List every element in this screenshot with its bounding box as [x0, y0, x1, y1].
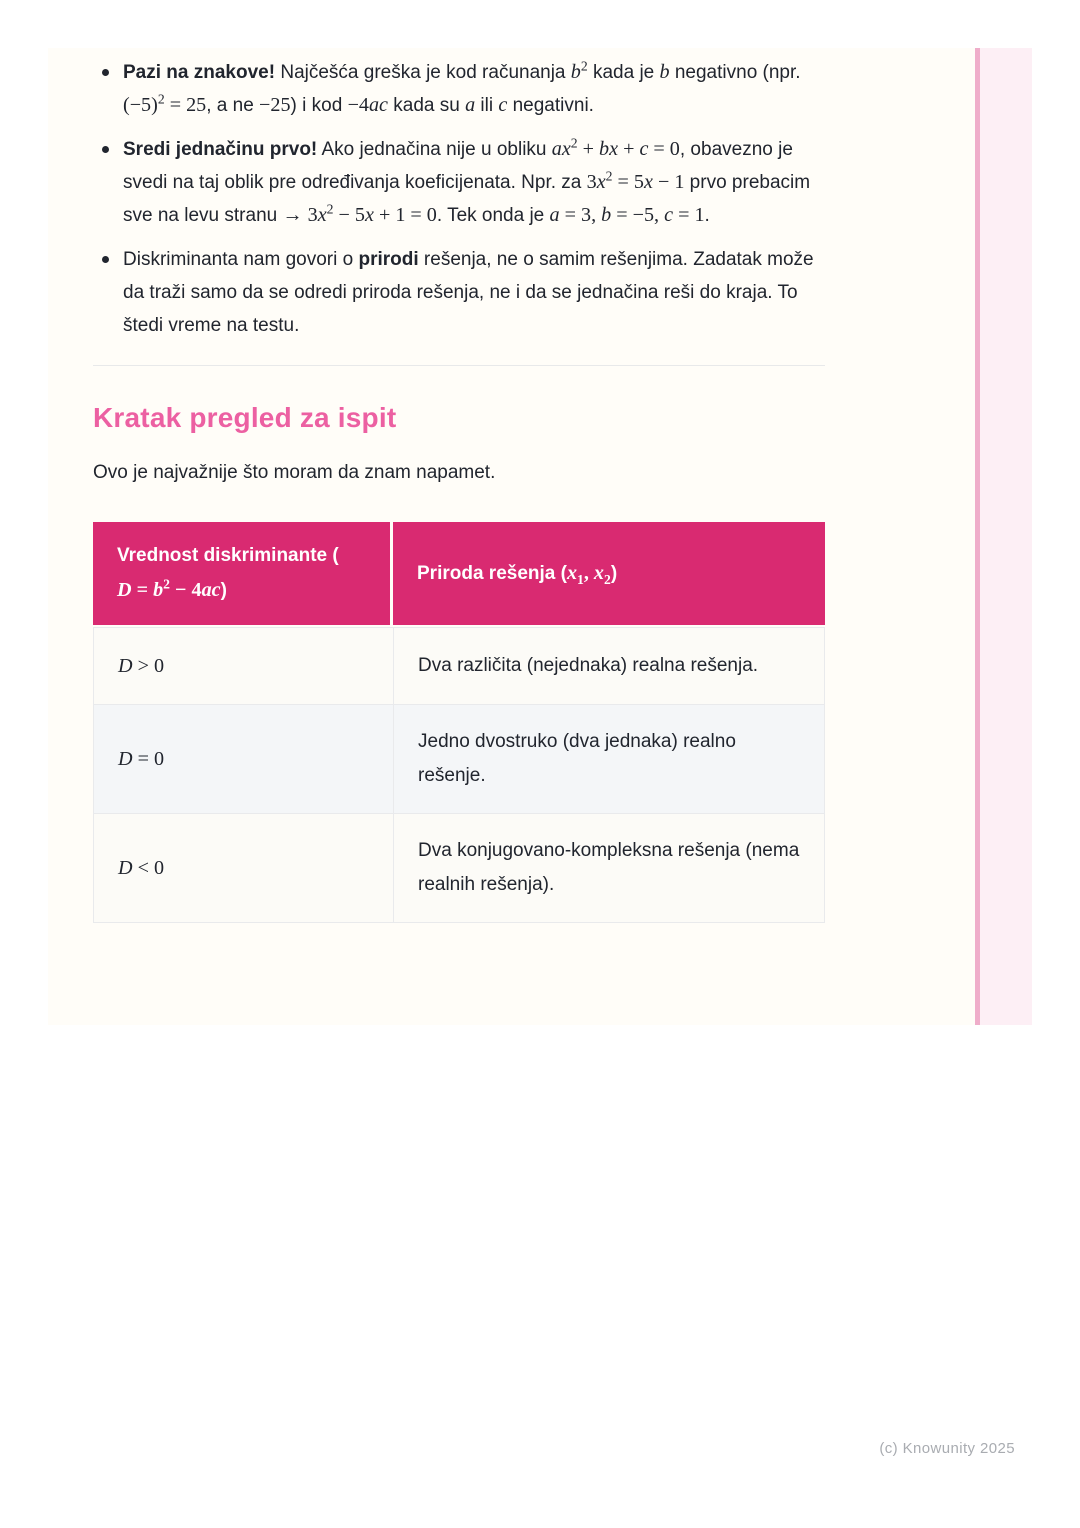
condition-cell	[94, 628, 394, 704]
description-cell	[394, 814, 824, 922]
description-text: Dva različita (nejednaka) realna rešenja.	[418, 655, 759, 676]
document-page	[48, 48, 1032, 1025]
condition-text: D > 0	[118, 654, 165, 677]
copyright-text: (c) Knowunity 2025	[879, 1440, 1015, 1457]
header-cell-nature	[393, 522, 825, 625]
condition-cell	[94, 814, 394, 922]
summary-table	[93, 522, 825, 923]
description-cell	[394, 705, 824, 813]
table-row	[94, 813, 824, 922]
header-cell-discriminant	[93, 522, 393, 625]
page-content	[93, 56, 825, 923]
table-row	[94, 704, 824, 813]
description-text: Dva konjugovano-kompleksna rešenja (nema realnih rešenja).	[418, 840, 800, 895]
bullet-item-signs: Pazi na znakove! Najčešća greška je kod računanja $b^2$ kada je b negativno (npr. $(-5)^2 = 25$, a ne −25) i kod −4ac kada su a ili c negativni.	[93, 56, 825, 122]
condition-cell	[94, 705, 394, 813]
bullet-item-rearrange: Sredi jednačinu prvo! Ako jednačina nije u obliku $ax^2$ + bx + c = 0, obavezno je svedi na taj oblik pre određivanja koeficijenata. Npr. za $3x^2 = 5x - 1$ prvo prebacim sve na levu stranu → $3x^2 - 5x + 1 = 0$. Tek onda je a = 3, b = −5, c = 1.	[93, 133, 825, 232]
condition-text: D = 0	[118, 747, 165, 770]
page-accent-stripe-panel	[980, 48, 1032, 1025]
header-cell-discriminant-label: Vrednost diskriminante ( $D = b^2 - 4ac$)	[117, 545, 339, 601]
condition-text: D < 0	[118, 856, 165, 879]
header-cell-nature-label: Priroda rešenja ($x_1$, $x_2$)	[417, 562, 618, 587]
table-row	[94, 628, 824, 704]
description-text: Jedno dvostruko (dva jednaka) realno rešenje.	[418, 731, 736, 786]
description-cell	[394, 628, 824, 704]
table-header-row	[93, 522, 825, 627]
section-divider	[93, 365, 825, 366]
bullet-item-discriminant-nature: Diskriminanta nam govori o prirodi rešenja, ne o samim rešenjima. Zadatak može da traži samo da se odredi priroda rešenja, ne i da se jednačina reši do kraja. To štedi vreme na testu.	[93, 243, 825, 342]
intro-text: Ovo je najvažnije što moram da znam napamet.	[93, 462, 496, 483]
table-body	[93, 627, 825, 923]
bullet-list	[93, 56, 825, 342]
section-heading: Kratak pregled za ispit	[93, 402, 397, 433]
